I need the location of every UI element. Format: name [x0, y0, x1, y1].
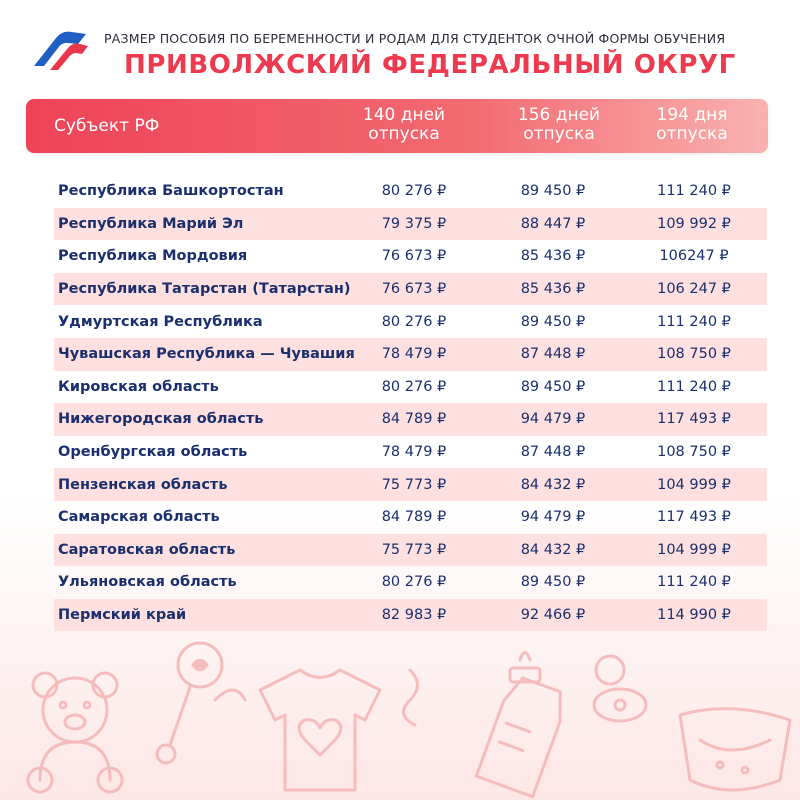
pacifier-icon: [594, 656, 646, 721]
region-name: Самарская область: [58, 509, 220, 526]
value-194: 111 240 ₽: [657, 378, 731, 395]
column-header-194-days: 194 дня отпуска: [656, 105, 728, 144]
table-header: [26, 99, 768, 153]
value-156: 84 432 ₽: [520, 541, 586, 558]
region-name: Саратовская область: [58, 541, 236, 558]
value-194: 104 999 ₽: [657, 541, 731, 558]
page-subtitle: РАЗМЕР ПОСОБИЯ ПО БЕРЕМЕННОСТИ И РОДАМ ДЛЯ СТУДЕНТОК ОЧНОЙ ФОРМЫ ОБУЧЕНИЯ: [104, 31, 726, 46]
value-140: 76 673 ₽: [381, 281, 447, 298]
table-row: [54, 501, 767, 534]
diaper-icon: [680, 709, 790, 790]
table-row: [54, 599, 767, 632]
rattle-icon: [157, 643, 245, 763]
value-194: 106247 ₽: [659, 248, 729, 265]
region-name: Нижегородская область: [58, 411, 264, 428]
baby-bottle-icon: [476, 653, 569, 797]
value-194: 117 493 ₽: [657, 411, 731, 428]
table-row: [54, 175, 767, 208]
table-row: [54, 305, 767, 338]
region-name: Пермский край: [58, 607, 187, 624]
value-140: 75 773 ₽: [381, 541, 447, 558]
value-156: 92 466 ₽: [520, 607, 586, 624]
value-156: 89 450 ₽: [520, 313, 586, 330]
value-140: 75 773 ₽: [381, 476, 447, 493]
region-name: Республика Башкортостан: [58, 183, 284, 200]
decoration-illustration: [0, 630, 800, 800]
value-156: 89 450 ₽: [520, 574, 586, 591]
value-140: 80 276 ₽: [381, 378, 447, 395]
value-194: 114 990 ₽: [657, 607, 731, 624]
region-name: Удмуртская Республика: [58, 313, 263, 330]
teddy-bear-icon: [28, 673, 122, 792]
table-row: [54, 240, 767, 273]
region-name: Оренбургская область: [58, 444, 248, 461]
region-name: Ульяновская область: [58, 574, 237, 591]
value-156: 87 448 ₽: [520, 444, 586, 461]
value-194: 108 750 ₽: [657, 346, 731, 363]
value-140: 84 789 ₽: [381, 411, 447, 428]
table-row: [54, 273, 767, 306]
value-140: 78 479 ₽: [381, 444, 447, 461]
sfr-logo-icon: [28, 26, 92, 76]
value-140: 78 479 ₽: [381, 346, 447, 363]
region-name: Пензенская область: [58, 476, 228, 493]
value-156: 85 436 ₽: [520, 248, 586, 265]
value-156: 89 450 ₽: [520, 183, 586, 200]
value-140: 84 789 ₽: [381, 509, 447, 526]
table-row: [54, 403, 767, 436]
value-140: 80 276 ₽: [381, 313, 447, 330]
value-194: 106 247 ₽: [657, 281, 731, 298]
value-156: 88 447 ₽: [520, 215, 586, 232]
value-194: 111 240 ₽: [657, 313, 731, 330]
table-row: [54, 566, 767, 599]
table-row: [54, 371, 767, 404]
value-156: 94 479 ₽: [520, 411, 586, 428]
value-140: 82 983 ₽: [381, 607, 447, 624]
value-194: 109 992 ₽: [657, 215, 731, 232]
value-194: 111 240 ₽: [657, 183, 731, 200]
region-name: Республика Мордовия: [58, 248, 248, 265]
table-body: [54, 175, 767, 631]
table-row: [54, 534, 767, 567]
value-156: 89 450 ₽: [520, 378, 586, 395]
table-row: [54, 468, 767, 501]
value-156: 87 448 ₽: [520, 346, 586, 363]
table-row: [54, 208, 767, 241]
region-name: Кировская область: [58, 378, 219, 395]
value-156: 94 479 ₽: [520, 509, 586, 526]
value-194: 111 240 ₽: [657, 574, 731, 591]
baby-bodysuit-icon: [260, 670, 380, 790]
table-row: [54, 436, 767, 469]
value-194: 117 493 ₽: [657, 509, 731, 526]
value-156: 84 432 ₽: [520, 476, 586, 493]
value-140: 80 276 ₽: [381, 574, 447, 591]
column-header-subject: Субъект РФ: [54, 116, 160, 136]
column-header-156-days: 156 дней отпуска: [517, 105, 601, 144]
value-140: 76 673 ₽: [381, 248, 447, 265]
value-156: 85 436 ₽: [520, 281, 586, 298]
value-140: 79 375 ₽: [381, 215, 447, 232]
value-194: 108 750 ₽: [657, 444, 731, 461]
value-194: 104 999 ₽: [657, 476, 731, 493]
region-name: Республика Татарстан (Татарстан): [58, 281, 351, 298]
page-title: ПРИВОЛЖСКИЙ ФЕДЕРАЛЬНЫЙ ОКРУГ: [124, 50, 736, 80]
column-header-140-days: 140 дней отпуска: [362, 105, 446, 144]
region-name: Чувашская Республика — Чувашия: [58, 346, 355, 363]
table-row: [54, 338, 767, 371]
region-name: Республика Марий Эл: [58, 215, 244, 232]
value-140: 80 276 ₽: [381, 183, 447, 200]
